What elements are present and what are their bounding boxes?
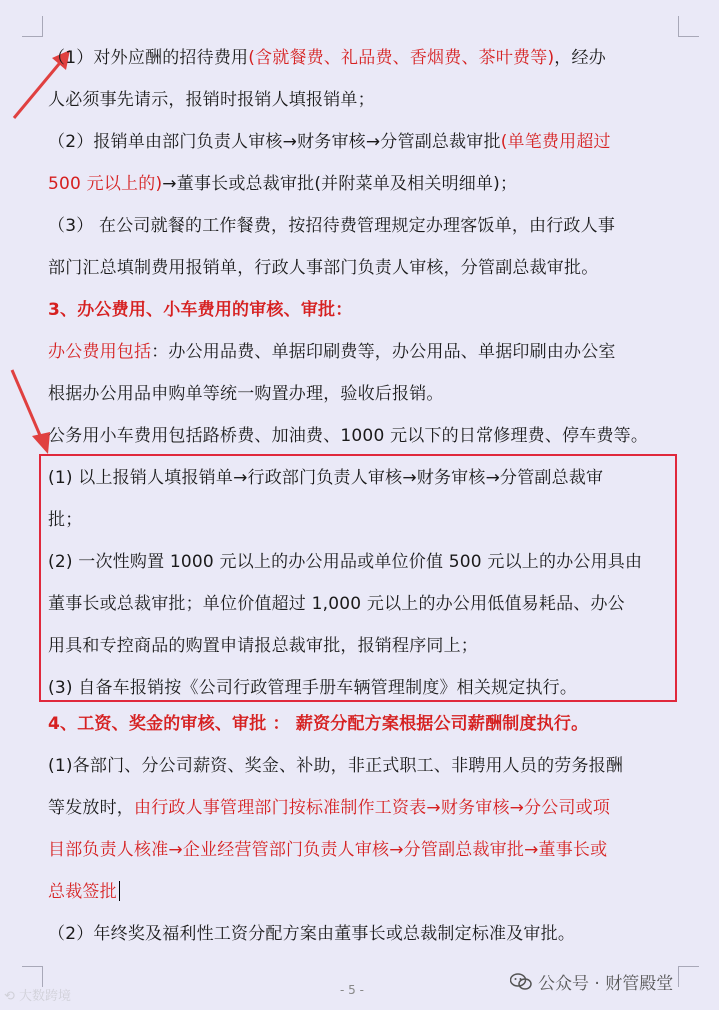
highlight-span: (含就餐费、礼品费、香烟费、茶叶费等) [248, 48, 555, 68]
text-line: 部门汇总填制费用报销单，行政人事部门负责人审核，分管副总裁审批。 [48, 258, 599, 278]
highlight-span: 总裁签批 [48, 882, 117, 902]
corner-mark-top-right [678, 16, 699, 37]
text-line [48, 880, 679, 904]
watermark-right [510, 969, 673, 994]
highlight-span: (单笔费用超过 [500, 132, 611, 152]
text-cursor [119, 881, 120, 901]
text-line: 用具和专控商品的购置申请报总裁审批，报销程序同上； [48, 636, 478, 656]
text-span: 等发放时， [48, 798, 134, 818]
text-line: 根据办公用品申购单等统一购置办理，验收后报销。 [48, 384, 444, 404]
highlight-span: 由行政人事管理部门按标准制作工资表→财务审核→分公司或项 [134, 798, 611, 818]
text-line [48, 46, 679, 70]
text-line: 目部负责人核准→企业经营管部门负责人审核→分管副总裁审批→董事长或 [48, 840, 608, 860]
text-line [48, 172, 679, 196]
watermark-left [4, 985, 71, 1004]
page-number: - 5 - [340, 983, 364, 997]
corner-mark-bottom-right [678, 966, 699, 987]
text-line [48, 796, 679, 820]
text-line [48, 340, 679, 364]
text-line: (1)各部门、分公司薪资、奖金、补助，非正式职工、非聘用人员的劳务报酬 [48, 756, 624, 776]
highlight-box [39, 454, 677, 702]
text-line: （2）年终奖及福利性工资分配方案由董事长或总裁制定标准及审批。 [48, 924, 576, 944]
section-heading: 3、办公费用、小车费用的审核、审批： [48, 300, 353, 320]
text-line: 公务用小车费用包括路桥费、加油费、1000 元以下的日常修理费、停车费等。 [48, 426, 649, 446]
text-line: （3） 在公司就餐的工作餐费，按招待费管理规定办理客饭单，由行政人事 [48, 216, 616, 236]
watermark-left-text: 大数跨境 [19, 989, 72, 1004]
text-line: (3) 自备车报销按《公司行政管理手册车辆管理制度》相关规定执行。 [48, 678, 578, 698]
text-span: →董事长或总裁审批(并附菜单及相关明细单)； [162, 174, 518, 194]
text-line [48, 130, 679, 154]
highlight-span: 500 元以上的) [48, 174, 163, 194]
text-span: （1）对外应酬的招待费用 [48, 48, 249, 68]
link-icon: ⟲ [4, 989, 15, 1004]
text-span: （2）报销单由部门负责人审核→财务审核→分管副总裁审批 [48, 132, 501, 152]
text-line: 董事长或总裁审批；单位价值超过 1,000 元以上的办公用低值易耗品、办公 [48, 594, 625, 614]
text-span: ：办公用品费、单据印刷费等，办公用品、单据印刷由办公室 [151, 342, 616, 362]
text-span: ，经办 [554, 48, 606, 68]
highlight-span: 办公费用包括 [48, 342, 152, 362]
wechat-icon [510, 973, 532, 991]
watermark-right-text: 公众号 · 财管殿堂 [538, 974, 674, 994]
text-line: 人必须事先请示，报销时报销人填报销单； [48, 90, 375, 110]
text-line: (2) 一次性购置 1000 元以上的办公用品或单位价值 500 元以上的办公用具由 [48, 552, 643, 572]
corner-mark-bottom-left [22, 966, 43, 987]
text-line: 批； [48, 510, 83, 530]
corner-mark-top-left [22, 16, 43, 37]
text-line: (1) 以上报销人填报销单→行政部门负责人审核→财务审核→分管副总裁审 [48, 468, 604, 488]
section-heading: 4、工资、奖金的审核、审批 ： 薪资分配方案根据公司薪酬制度执行。 [48, 714, 589, 734]
